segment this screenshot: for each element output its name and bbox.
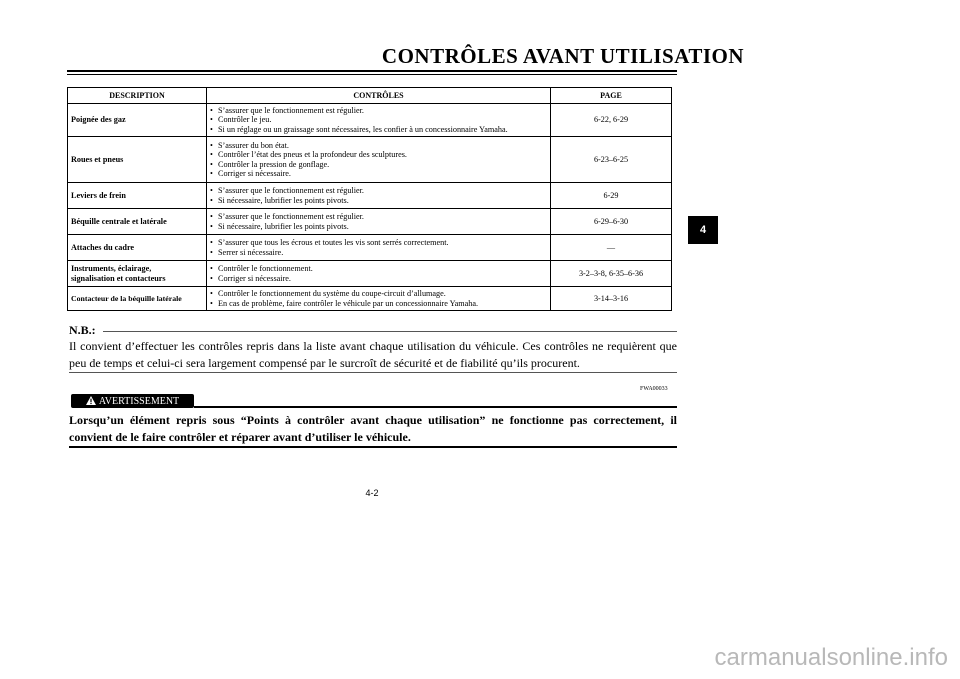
row-controls	[207, 104, 551, 137]
row-description	[68, 261, 207, 287]
warning-label: AVERTISSEMENT	[98, 395, 180, 407]
watermark: carmanualsonline.info	[714, 644, 948, 671]
description-line: signalisation et contacteurs	[71, 273, 166, 283]
table-row	[68, 137, 672, 183]
table-header-row	[68, 88, 672, 104]
page-title: CONTRÔLES AVANT UTILISATION	[381, 44, 744, 68]
control-item: • En cas de problème, faire contrôler le véhicule par un concessionnaire Yamaha.	[210, 299, 547, 308]
note-rule	[103, 331, 677, 332]
control-item: • Si nécessaire, lubrifier les points pivots.	[210, 222, 547, 231]
row-controls	[207, 235, 551, 261]
control-item: • Corriger si nécessaire.	[210, 274, 547, 283]
header-page: PAGE	[551, 88, 672, 104]
table-row	[68, 287, 672, 311]
section-tab: 4	[688, 216, 718, 244]
table-row	[68, 235, 672, 261]
row-page: 6-29–6-30	[551, 209, 672, 235]
control-item: • S’assurer que le fonctionnement est régulier.	[210, 106, 547, 115]
title-rule-thick	[67, 70, 677, 72]
page-number: 4-2	[365, 488, 379, 498]
description-line: Instruments, éclairage,	[71, 264, 152, 274]
warning-rule	[194, 406, 677, 408]
row-page: —	[551, 235, 672, 261]
title-rule-thin	[67, 74, 677, 75]
note-text: Il convient d’effectuer les contrôles repris dans la liste avant chaque utilisation du véhicule. Ces contrôles ne requièrent que peu de temps et celui-ci sera largement compensé par le surcroît de sécurité et de fiabilité qu’ils procurent.	[69, 339, 677, 370]
control-item: • Si nécessaire, lubrifier les points pivots.	[210, 196, 547, 205]
row-page: 6-22, 6-29	[551, 104, 672, 137]
row-description: Poignée des gaz	[68, 104, 207, 137]
table-row	[68, 183, 672, 209]
row-page: 3-14–3-16	[551, 287, 672, 311]
control-item: • Serrer si nécessaire.	[210, 248, 547, 257]
row-description: Contacteur de la béquille latérale	[68, 287, 207, 311]
warning-badge	[71, 394, 194, 408]
control-item: • Contrôler le fonctionnement.	[210, 264, 547, 273]
control-item: • Contrôler la pression de gonflage.	[210, 160, 547, 169]
control-item: • S’assurer que le fonctionnement est régulier.	[210, 186, 547, 195]
row-description: Attaches du cadre	[68, 235, 207, 261]
row-controls	[207, 287, 551, 311]
control-item: • S’assurer que tous les écrous et toutes les vis sont serrés correctement.	[210, 238, 547, 247]
header-controls: CONTRÔLES	[207, 88, 551, 104]
warning-triangle-icon	[86, 396, 96, 407]
control-item: • S’assurer que le fonctionnement est régulier.	[210, 212, 547, 221]
table-row	[68, 209, 672, 235]
table-row	[68, 104, 672, 137]
row-description: Leviers de frein	[68, 183, 207, 209]
row-controls	[207, 137, 551, 183]
control-item: • Contrôler le jeu.	[210, 115, 547, 124]
row-page: 6-23–6-25	[551, 137, 672, 183]
row-description: Roues et pneus	[68, 137, 207, 183]
control-item: • S’assurer du bon état.	[210, 141, 547, 150]
control-item: • Corriger si nécessaire.	[210, 169, 547, 178]
warning-end-rule	[69, 446, 677, 448]
control-item: • Contrôler l’état des pneus et la profondeur des sculptures.	[210, 150, 547, 159]
row-page: 3-2–3-8, 6-35–6-36	[551, 261, 672, 287]
checklist-table	[67, 87, 672, 311]
control-item: • Si un réglage ou un graissage sont nécessaires, les confier à un concessionnaire Yamaha.	[210, 125, 547, 134]
warning-text: Lorsqu’un élément repris sous “Points à contrôler avant chaque utilisation” ne fonctionne pas correctement, il convient de le faire contrôler et réparer avant d’utiliser le véhicule.	[69, 413, 677, 444]
row-controls	[207, 183, 551, 209]
warning-code: FWA00033	[640, 386, 668, 392]
row-controls	[207, 261, 551, 287]
row-description: Béquille centrale et latérale	[68, 209, 207, 235]
note-end-rule	[69, 372, 677, 373]
control-item: • Contrôler le fonctionnement du système du coupe-circuit d’allumage.	[210, 289, 547, 298]
header-description: DESCRIPTION	[68, 88, 207, 104]
table-row	[68, 261, 672, 287]
note-label: N.B.:	[69, 323, 96, 337]
row-controls	[207, 209, 551, 235]
row-page: 6-29	[551, 183, 672, 209]
